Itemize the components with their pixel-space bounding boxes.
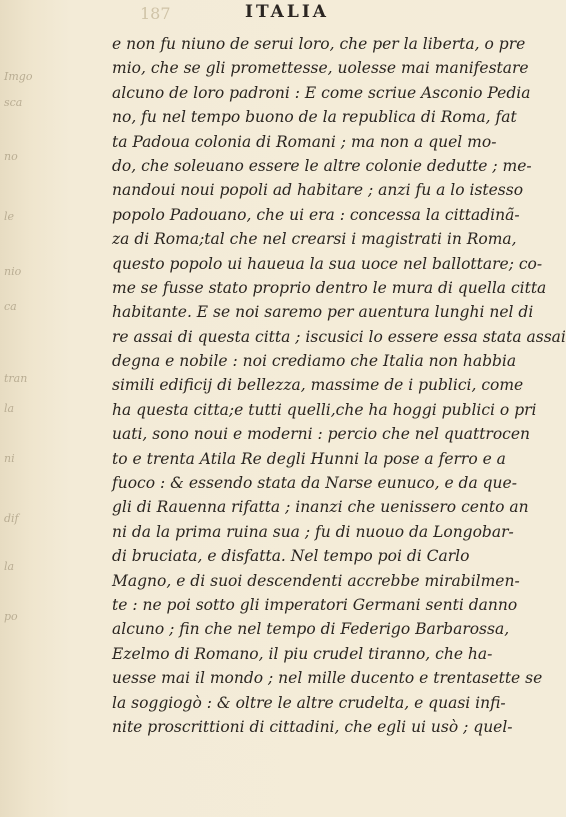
page-number: 187: [140, 4, 171, 23]
text-line: degna e nobile : noi crediamo che Italia non habbia: [112, 352, 517, 371]
text-line: Ezelmo di Romano, il piu crudel tiranno, che ha-: [112, 644, 493, 663]
margin-fragment: no: [4, 150, 18, 163]
text-line: mio, che se gli promettesse, uolesse mai manifestare: [112, 59, 529, 78]
text-line: me se fusse stato proprio dentro le mura di quella citta: [112, 278, 547, 297]
text-line: popolo Padouano, che ui era : concessa la cittadinã-: [112, 205, 520, 224]
margin-fragment: ca: [4, 300, 17, 313]
text-line: uesse mai il mondo ; nel mille ducento e trentasette se: [112, 669, 543, 688]
text-line: nandoui noui popoli ad habitare ; anzi fu a lo istesso: [112, 181, 524, 200]
text-line: za di Roma;tal che nel crearsi i magistrati in Roma,: [112, 230, 517, 249]
text-line: uati, sono noui e moderni : percio che nel quattrocen: [112, 425, 531, 444]
margin-fragment: le: [4, 210, 15, 223]
margin-fragment: dif: [4, 512, 19, 525]
text-line: to e trenta Atila Re degli Hunni la pose a ferro e a: [112, 449, 506, 468]
text-line: do, che soleuano essere le altre colonie dedutte ; me-: [112, 156, 532, 175]
text-line: simili edificij di bellezza, massime de i publici, come: [112, 376, 524, 395]
text-line: te : ne poi sotto gli imperatori Germani senti danno: [112, 595, 518, 614]
text-line: ni da la prima ruina sua ; fu di nuouo da Longobar-: [112, 522, 514, 541]
text-line: Magno, e di suoi descendenti accrebbe mirabilmen-: [112, 571, 520, 590]
page-header: [100, 2, 480, 24]
text-line: habitante. E se noi saremo per auentura lunghi nel di: [112, 303, 534, 322]
text-line: e non fu niuno de serui loro, che per la liberta, o pre: [112, 35, 526, 53]
text-line: di bruciata, e disfatta. Nel tempo poi di Carlo: [112, 547, 470, 566]
body-text: [112, 32, 566, 739]
text-line: re assai di questa citta ; iscusici lo essere essa stata assai: [112, 327, 566, 346]
margin-fragment: Imgo: [4, 70, 33, 83]
text-line: alcuno ; fin che nel tempo di Federigo Barbarossa,: [112, 620, 510, 639]
margin-fragment: nio: [4, 265, 22, 278]
text-line: ta Padoua colonia di Romani ; ma non a quel mo-: [112, 132, 497, 151]
text-line: no, fu nel tempo buono de la republica di Roma, fat: [112, 108, 517, 127]
margin-fragment: la: [4, 402, 15, 415]
margin-fragment: tran: [4, 372, 28, 385]
margin-fragment: la: [4, 560, 15, 573]
margin-fragment: sca: [4, 96, 23, 109]
text-line: ha questa citta;e tutti quelli,che ha hoggi publici o pri: [112, 400, 537, 419]
running-head: ITALIA: [245, 2, 329, 22]
facing-page-bleedthrough: [0, 0, 60, 817]
text-line: la soggiogò : & oltre le altre crudelta, e quasi infi-: [112, 693, 506, 712]
margin-fragment: ni: [4, 452, 15, 465]
margin-fragment: po: [4, 610, 18, 623]
text-line: gli di Rauenna rifatta ; inanzi che uenissero cento an: [112, 498, 529, 517]
text-line: alcuno de loro padroni : E come scriue Asconio Pedia: [112, 83, 531, 102]
text-line: questo popolo ui haueua la sua uoce nel ballottare; co-: [112, 254, 543, 273]
text-line: nite proscrittioni di cittadini, che egli ui usò ; quel-: [112, 717, 513, 736]
text-line: fuoco : & essendo stata da Narse eunuco, e da que-: [112, 474, 517, 493]
